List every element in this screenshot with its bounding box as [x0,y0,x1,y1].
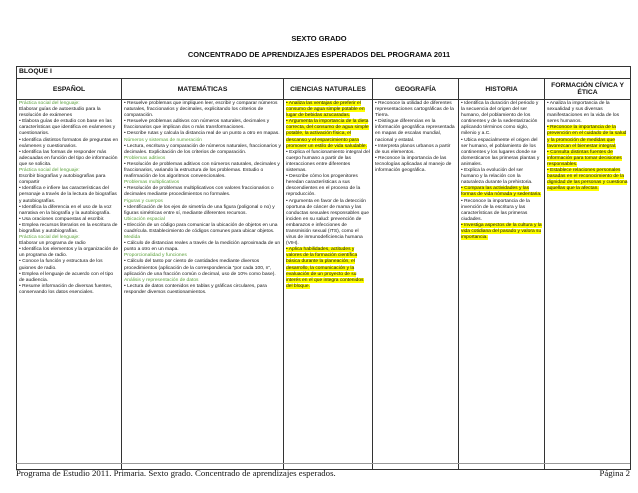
historia-highlighted-text: • Compara las actividades y las formas de vida nómada y sedentaria. [461,186,542,198]
ciencias-highlighted-text: • Analiza las ventajas de preferir el consumo de agua simple potable en lugar de bebidas azucaradas. [286,101,365,119]
ciencias-item: • Describe cómo los progenitores heredan características a sus descendientes en el proceso de la reproducción. [286,174,361,198]
espanol-item: • Usa oraciones compuestas al escribir. [19,216,105,222]
matematicas-item: Números y sistemas de numeración [124,137,203,143]
matematicas-item: Figuras y cuerpos [124,198,163,204]
matematicas-item: • Cálculo del tanto por ciento de cantidades mediante diversos procedimientos (aplicación de la correspondencia “por cada 100, n”, aplicación de una fracción común o decimal, uso de 10% como base). [124,259,276,277]
geografia-item: • Reconoce la utilidad de diferentes representaciones cartográficas de la Tierra. [375,101,454,119]
civica-highlighted-text: • Establece relaciones personales basadas en el reconocimiento de la dignidad de las personas y cuestiona aquellas que la afectan. [547,168,628,192]
cell-matematicas [122,100,284,470]
historia-item: • Ubica espacialmente el origen del ser humano, el poblamiento de los continentes y los lugares donde se domesticaron las primeras plantas y animales. [461,137,540,167]
page-number: Página 2 [599,468,630,478]
matematicas-item: • Cálculo de distancias reales a través de la medición aproximada de un punto a otro en un mapa. [124,241,281,253]
espanol-item: • Emplea recursos literarios en la escritura de biografías y autobiografías. [19,222,118,234]
cell-espanol [17,100,122,470]
civica-item [547,125,628,149]
civica-item: • Analiza la importancia de la sexualidad y sus diversas manifestaciones en la vida de los seres humanos. [547,101,620,125]
espanol-item: Escribir biografías y autobiografías para compartir [19,174,106,186]
page-footer [16,468,630,478]
espanol-item: • Emplea el lenguaje de acuerdo con el tipo de audiencia. [19,271,114,283]
historia-item [461,223,542,241]
geografia-item: • Distingue diferencias en la información geográfica representada en mapas de escalas mundial, nacional y estatal. [375,119,455,143]
ciencias-item: • Explica el funcionamiento integral del cuerpo humano a partir de las interacciones entre diferentes sistemas. [286,149,370,174]
ciencias-item [286,101,370,119]
historia-highlighted-text: • Investiga aspectos de la cultura y la vida cotidiana del pasado y valora su importancia. [461,222,542,241]
matematicas-item: Proporcionalidad y funciones [124,253,187,259]
matematicas-item: • Resolución de problemas aditivos con números naturales, decimales y fraccionarios, variando la estructura de los problemas. Estudio o reafirmación de los algoritmos convencionales. [124,161,280,180]
header-row [17,79,631,100]
civica-highlighted-text: • Consulta distintas fuentes de información para tomar decisiones responsables. [547,149,622,167]
civica-highlighted-text: • Reconoce la importancia de la prevención en el cuidado de la salud y la promoción de medidas que favorezcan el bienestar integral. [547,125,627,149]
geografia-item: • Reconoce la importancia de las tecnologías aplicadas al manejo de información geográfica. [375,155,452,174]
historia-item: • Reconoce la importancia de la invención de la escritura y las características de las primeras ciudades. [461,198,530,222]
espanol-item: • Identifica las formas de responder más adecuadas en función del tipo de información que se solicita. [19,149,118,167]
historia-item: • Identifica la duración del periodo y la secuencia del origen del ser humano, del poblamiento de los continentes y de la sedentarización aplicando términos como siglo, milenio y a.C. [461,101,539,137]
col-header-matematicas: MATEMÁTICAS [122,79,284,100]
ciencias-item: • Argumenta en favor de la detección oportuna de cáncer de mama y las conductas sexuales responsables que inciden en su salud: prevención de embarazos e infecciones de transmisión sexual (ITS), como el virus de inmunodeficiencia humana (VIH). [286,198,369,247]
espanol-item: Elaborar un programa de radio [19,241,86,247]
col-header-geografia: GEOGRAFÍA [373,79,459,100]
matematicas-item: Medida [124,235,141,241]
cell-ciencias [284,100,373,470]
matematicas-item: • Resuelve problemas que impliquen leer, escribir y comparar números naturales, fraccionarios y decimales, explicitando los criterios de comparación. [124,101,278,119]
col-header-espanol: ESPAÑOL [17,79,122,100]
cell-geografia [373,100,459,470]
footer-divider [16,463,630,464]
matematicas-item: • Identificación de los ejes de simetría de una figura (poligonal o no) y figuras simétricas entre sí, mediante diferentes recursos. [124,204,275,216]
footer-text: Programa de Estudio 2011. Primaria. Sexto grado. Concentrado de aprendizajes esperados. [16,468,336,478]
bloque-label: BLOQUE I [17,67,631,79]
historia-item: • Explica la evolución del ser humano y la relación con la naturaleza durante la prehistoria. [461,168,533,186]
col-header-civica: FORMACIÓN CÍVICA Y ÉTICA [545,79,631,100]
matematicas-item: • Lectura de datos contenidos en tablas y gráficas circulares, para responder diversos cuestionamientos. [124,283,267,295]
bloque-row [17,67,631,79]
matematicas-item: Problemas multiplicativos [124,180,180,186]
cell-civica [545,100,631,470]
espanol-item: • Resume información de diversas fuentes, conservando los datos esenciales. [19,283,113,295]
civica-item [547,168,628,192]
ciencias-item [286,119,370,149]
matematicas-item: Análisis y representación de datos [124,277,199,283]
espanol-item: Elaborar guías de autoestudio para la resolución de exámenes [19,107,101,119]
matematicas-item: • Resolución de problemas multiplicativos con valores fraccionarios o decimales mediante procedimientos no formales. [124,186,274,198]
document-subtitle: CONCENTRADO DE APRENDIZAJES ESPERADOS DEL PROGRAMA 2011 [187,50,451,59]
document-title: SEXTO GRADO [291,34,347,43]
learning-outcomes-table [16,66,631,470]
ciencias-highlighted-text: • Argumenta la importancia de la dieta correcta, del consumo de agua simple potable, la activación física, el descanso y el esparcimiento para promover un estilo de vida saludable. [286,119,369,149]
espanol-item: • Conoce la función y estructura de los guiones de radio. [19,259,103,271]
col-header-ciencias: CIENCIAS NATURALES [284,79,373,100]
espanol-item: • Identifica e infiere las características del personaje a través de la lectura de biografías y autobiografías. [19,186,117,204]
geografia-item: • Interpreta planos urbanos a partir de sus elementos. [375,143,451,155]
ciencias-item [286,247,370,290]
col-header-historia: HISTORIA [459,79,545,100]
espanol-item: • Identifica la diferencia en el uso de la voz narrativa en la biografía y la autobiografía. [19,204,112,216]
matematicas-item: • Resuelve problemas aditivos con números naturales, decimales y fraccionarios que implican dos o más transformaciones. [124,119,270,131]
matematicas-item: Ubicación espacial [124,216,165,222]
ciencias-highlighted-text: • Aplica habilidades, actitudes y valores de la formación científica básica durante la planeación, el desarrollo, la comunicación y la evaluación de un proyecto de su interés en el que integra contenidos del bloque. [286,247,364,289]
matematicas-item: Problemas aditivos [124,155,166,161]
historia-item [461,186,542,198]
espanol-item: • Identifica distintos formatos de preguntas en exámenes y cuestionarios. [19,137,119,149]
espanol-item: Práctica social del lenguaje: [19,168,80,174]
espanol-item: • Identifica los elementos y la organización de un programa de radio. [19,247,119,259]
content-row [17,100,631,470]
espanol-item: Práctica social del lenguaje: [19,101,80,106]
matematicas-item: • Elección de un código para comunicar la ubicación de objetos en una cuadrícula. Establecimiento de códigos comunes para ubicar objetos. [124,222,278,234]
espanol-item: Práctica social del lenguaje: [19,235,80,241]
cell-historia [459,100,545,470]
civica-item [547,150,628,168]
matematicas-item: • Lectura, escritura y comparación de números naturales, fraccionarios y decimales. Explicitación de los criterios de comparación. [124,143,281,155]
matematicas-item: • Describe rutas y calcula la distancia real de un punto a otro en mapas. [124,131,280,137]
espanol-item: • Elabora guías de estudio con base en las características que identifica en exámenes y cuestionarios. [19,119,116,137]
